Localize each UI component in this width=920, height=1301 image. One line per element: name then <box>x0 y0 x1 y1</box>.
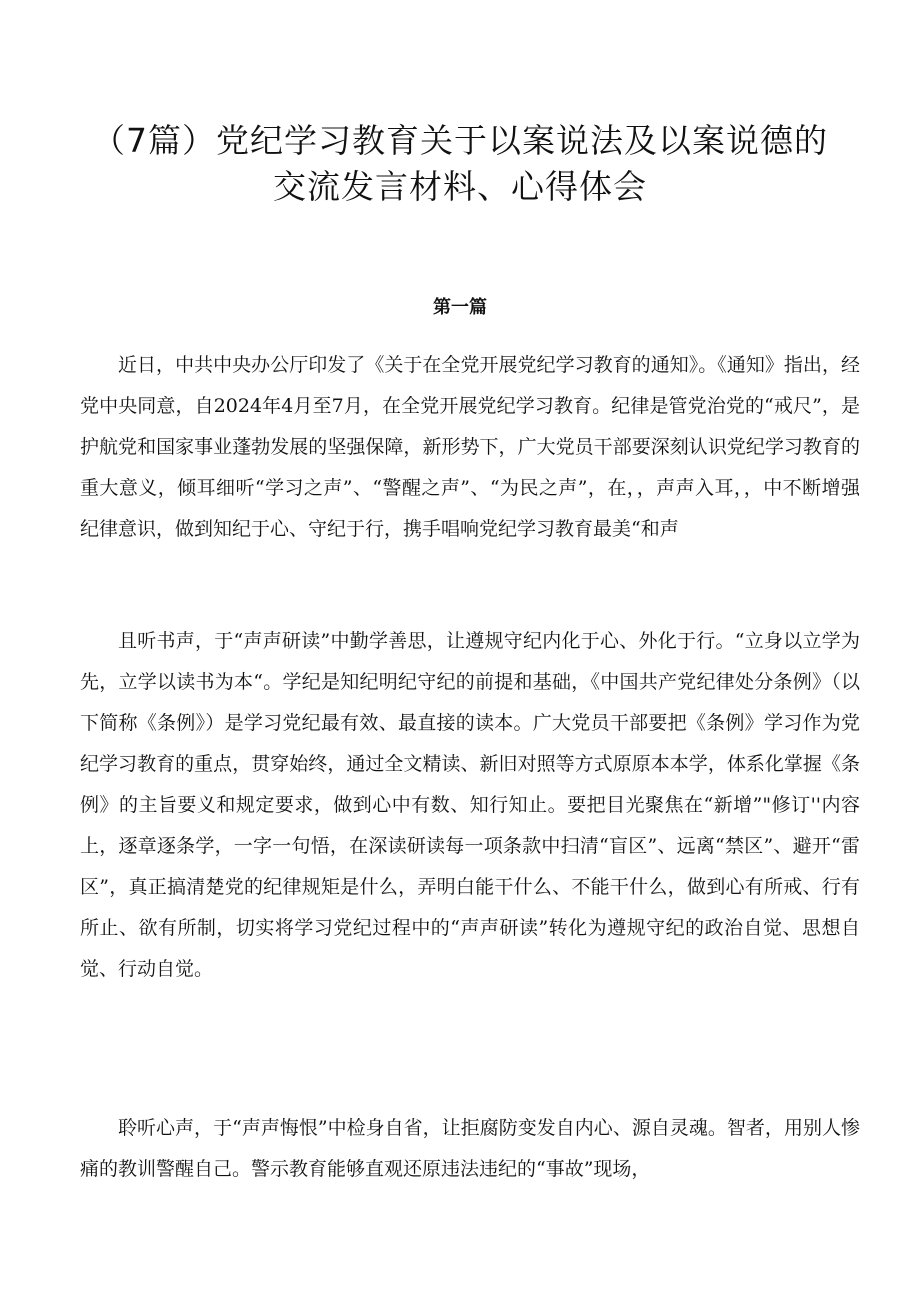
document-title-line-1: （7篇）党纪学习教育关于以案说法及以案说德的 <box>92 121 828 160</box>
section-heading: 第一篇 <box>433 297 487 318</box>
paragraph: 且听书声，于“声声研读”中勤学善思，让遵规守纪内化于心、外化于行。“立身以立学为先，立学以读书为本“。学纪是知纪明纪守纪的前提和基础，《中国共产党纪律处分条例》（以下简称《条例》）是学习党纪最有效、最直接的读本。广大党员干部要把《条例》学习作为党纪学习教育的重点，贯穿始终，通过全文精读、新旧对照等方式原原本本学，体系化掌握《条例》的主旨要义和规定要求，做到心中有数、知行知止。要把目光聚焦在“新增”"修订''内容上，逐章逐条学，一字一句悟，在深读研读每一项条款中扫清“盲区”、远离“禁区”、避开“雷区”，真正搞清楚党的纪律规矩是什么，弄明白能干什么、不能干什么，做到心有所戒、行有所止、欲有所制，切实将学习党纪过程中的“声声研读”转化为遵规守纪的政治自觉、思想自觉、行动自觉。 <box>80 630 860 980</box>
paragraph: 聆听心声，于“声声悔恨”中检身自省，让拒腐防变发自内心、源自灵魂。智者，用别人惨痛的教训警醒自己。警示教育能够直观还原违法违纪的“事故”现场， <box>80 1117 860 1180</box>
document-title-line-2: 交流发言材料、心得体会 <box>273 167 647 206</box>
paragraph: 近日，中共中央办公厅印发了《关于在全党开展党纪学习教育的通知》。《通知》指出，经党中央同意，自2024年4月至7月，在全党开展党纪学习教育。纪律是管党治党的“戒尺”，是护航党和国家事业蓬勃发展的坚强保障，新形势下，广大党员干部要深刻认识党纪学习教育的重大意义，倾耳细听“学习之声”、“警醒之声”、“为民之声”，在，，声声入耳，，中不断增强纪律意识，做到知纪于心、守纪于行，携手唱响党纪学习教育最美“和声 <box>80 354 860 540</box>
